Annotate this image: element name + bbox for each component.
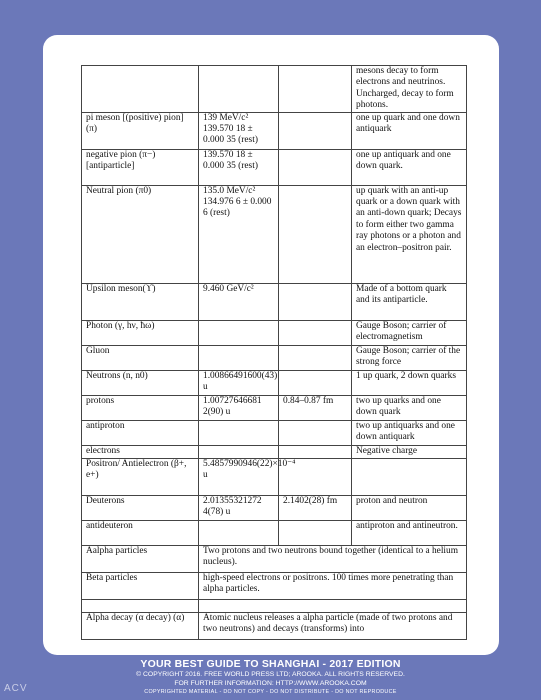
table-row [82, 599, 467, 612]
table-row [82, 545, 467, 572]
table-cell: Gauge Boson; carrier of the strong force [352, 345, 467, 370]
table-cell: 9.460 GeV/c² [199, 283, 279, 320]
table-row [82, 112, 467, 149]
page-footer [0, 658, 541, 696]
table-cell [82, 599, 199, 612]
table-cell: antiproton [82, 420, 199, 445]
table-cell [199, 599, 467, 612]
table-row [82, 572, 467, 599]
table-cell: 0.84–0.87 fm [279, 395, 352, 420]
table-cell: Gauge Boson; carrier of electromagnetism [352, 320, 467, 345]
footer-notice: COPYRIGHTED MATERIAL - DO NOT COPY - DO NOT DISTRIBUTE - DO NOT REPRODUCE [144, 689, 397, 696]
table-cell: Atomic nucleus releases a alpha particle (made of two protons and two neutrons) and decays (transforms) into [199, 612, 467, 639]
table-cell: 1.00866491600(43) u [199, 370, 279, 395]
particle-table [81, 65, 467, 640]
table-row [82, 66, 467, 113]
table-cell: pi meson [(positive) pion] (π) [82, 112, 199, 149]
table-row [82, 520, 467, 545]
table-cell: protons [82, 395, 199, 420]
table-cell: one up quark and one down antiquark [352, 112, 467, 149]
table-cell: Alpha decay (α decay) (α) [82, 612, 199, 639]
table-cell: two up antiquarks and one down antiquark [352, 420, 467, 445]
table-row [82, 283, 467, 320]
table-cell [199, 520, 279, 545]
table-cell [279, 370, 352, 395]
table-cell: 2.1402(28) fm [279, 495, 352, 520]
footer-title: YOUR BEST GUIDE TO SHANGHAI - 2017 EDITION [140, 658, 401, 670]
table-cell [82, 66, 199, 113]
table-cell: Neutrons (n, n0) [82, 370, 199, 395]
table-cell: Made of a bottom quark and its antiparticle. [352, 283, 467, 320]
table-cell: up quark with an anti-up quark or a down quark with an anti-down quark; Decays to form either two gamma ray photons or a photon and an electron–positron pair. [352, 185, 467, 283]
table-cell: 135.0 MeV/c² 134.976 6 ± 0.000 6 (rest) [199, 185, 279, 283]
table-cell [279, 185, 352, 283]
footer-info: FOR FURTHER INFORMATION: HTTP://WWW.AROOKA.COM [174, 679, 367, 687]
table-cell [199, 420, 279, 445]
table-cell [279, 320, 352, 345]
table-cell: 139.570 18 ± 0.000 35 (rest) [199, 149, 279, 185]
table-row [82, 395, 467, 420]
table-cell: 1 up quark, 2 down quarks [352, 370, 467, 395]
table-cell: 5.4857990946(22)×10⁻⁴ u [199, 458, 279, 495]
table-cell: electrons [82, 445, 199, 458]
table-cell [279, 149, 352, 185]
table-cell [199, 345, 279, 370]
footer-copyright: © COPYRIGHT 2016. FREE WORLD PRESS LTD; AROOKA. ALL RIGHTS RESERVED. [136, 671, 405, 678]
table-cell: 2.01355321272 4(78) u [199, 495, 279, 520]
table-row [82, 370, 467, 395]
table-cell [279, 345, 352, 370]
table-cell: Two protons and two neutrons bound together (identical to a helium nucleus). [199, 545, 467, 572]
table-cell [279, 520, 352, 545]
table-row [82, 458, 467, 495]
table-cell: antideuteron [82, 520, 199, 545]
table-cell [279, 112, 352, 149]
table-row [82, 420, 467, 445]
table-cell: Gluon [82, 345, 199, 370]
table-cell: Neutral pion (π0) [82, 185, 199, 283]
table-cell: negative pion (π−) [antiparticle] [82, 149, 199, 185]
table-cell: Aalpha particles [82, 545, 199, 572]
table-cell [279, 420, 352, 445]
table-row [82, 495, 467, 520]
table-cell: Beta particles [82, 572, 199, 599]
page-sheet [43, 35, 499, 655]
table-cell [199, 320, 279, 345]
table-cell: Negative charge [352, 445, 467, 458]
table-cell [279, 445, 352, 458]
table-cell [199, 66, 279, 113]
table-row [82, 149, 467, 185]
table-cell: 1.00727646681 2(90) u [199, 395, 279, 420]
table-cell: proton and neutron [352, 495, 467, 520]
table-cell: Photon (γ, hν, ħω) [82, 320, 199, 345]
table-cell: Positron/ Antielectron (β+, e+) [82, 458, 199, 495]
table-cell: mesons decay to form electrons and neutrinos. Uncharged, decay to form photons. [352, 66, 467, 113]
watermark: ACV [4, 683, 28, 694]
table-cell [199, 445, 279, 458]
table-cell: two up quarks and one down quark [352, 395, 467, 420]
table-row [82, 612, 467, 639]
table-row [82, 445, 467, 458]
table-cell: Deuterons [82, 495, 199, 520]
table-cell: high-speed electrons or positrons. 100 times more penetrating than alpha particles. [199, 572, 467, 599]
table-cell: one up antiquark and one down quark. [352, 149, 467, 185]
table-row [82, 185, 467, 283]
table-row [82, 320, 467, 345]
table-cell: antiproton and antineutron. [352, 520, 467, 545]
table-cell [279, 283, 352, 320]
table-cell: Upsilon meson(ϒ) [82, 283, 199, 320]
table-cell [352, 458, 467, 495]
table-cell [279, 66, 352, 113]
table-cell: 139 MeV/c² 139.570 18 ± 0.000 35 (rest) [199, 112, 279, 149]
table-row [82, 345, 467, 370]
